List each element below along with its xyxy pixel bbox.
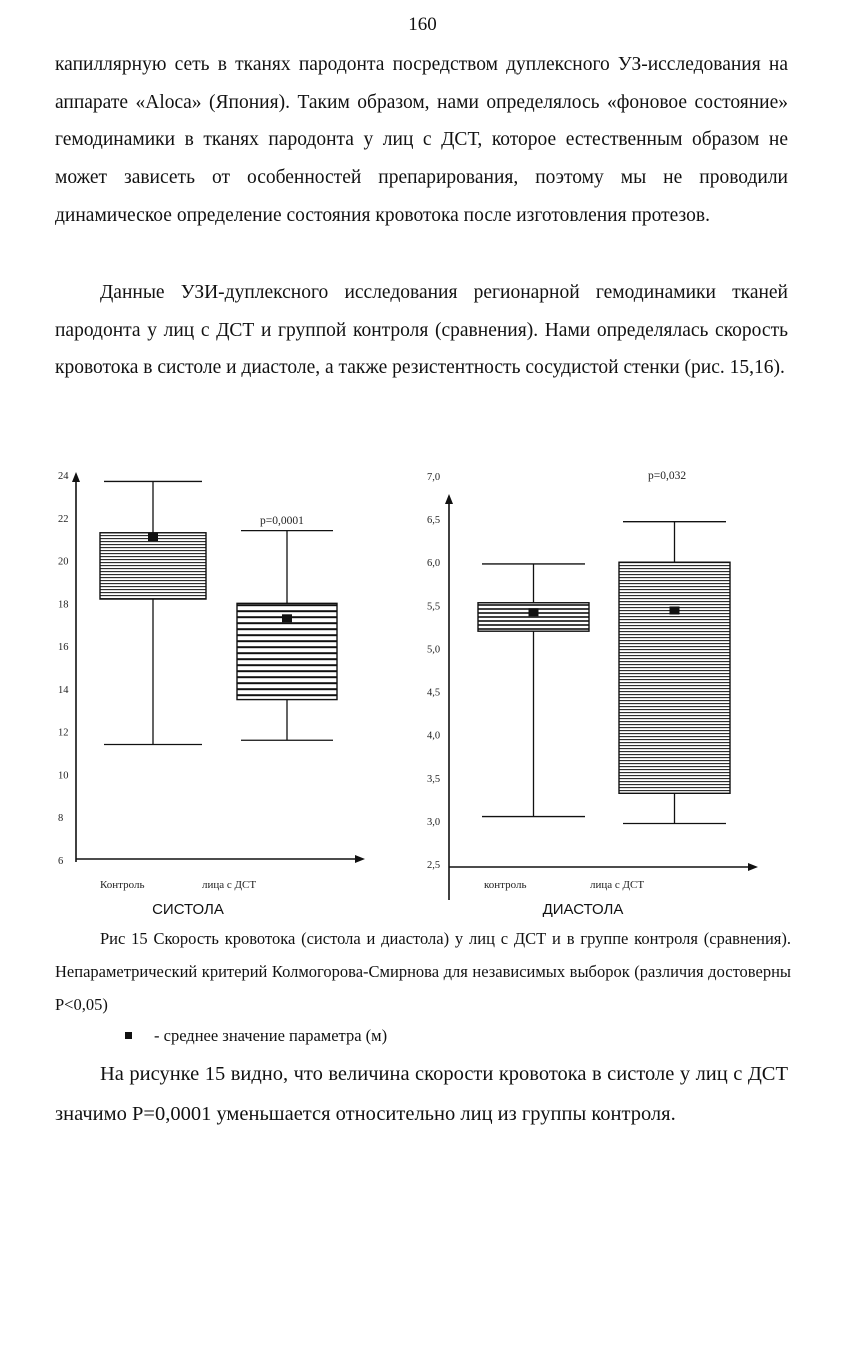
box [478, 603, 589, 631]
mean-marker [670, 607, 680, 615]
chart-title: СИСТОЛА [152, 901, 224, 918]
legend [125, 1022, 387, 1050]
p-value-label: p=0,032 [648, 470, 687, 482]
figure-15 [0, 460, 845, 925]
y-tick-label: 5,0 [427, 644, 441, 656]
box-plot-figure [0, 460, 845, 925]
category-label: контроль [484, 879, 527, 891]
paragraph-intro: капиллярную сеть в тканях пародонта посредством дуплексного УЗ-исследования на аппарате «Aloca» (Япония). Таким образом, нами определялось «фоновое состояние» гемодинамики в тканях пародонта у лиц с ДСТ, которое естественным образом не может зависеть от особенностей препарирования, поэтому мы не проводили динамическое определение состояния кровотока после изготовления протезов. [55, 54, 788, 226]
y-tick-label: 6,0 [427, 558, 441, 570]
figure-caption: Рис 15 Скорость кровотока (систола и диастола) у лиц с ДСТ и в группе контроля (сравнения). Непараметрический критерий Колмогорова-Смирнова для независимых выборок (различия достоверны P<0,05) [55, 929, 791, 1014]
box [619, 562, 730, 793]
category-label: Контроль [100, 879, 145, 891]
y-tick-label: 16 [58, 642, 69, 654]
y-tick-label: 6 [58, 856, 64, 867]
y-axis-arrow-icon [445, 494, 453, 504]
y-axis-arrow-icon [72, 472, 80, 482]
mean-marker [282, 614, 292, 622]
y-tick-label: 5,5 [427, 601, 441, 613]
y-tick-label: 8 [58, 813, 64, 825]
paragraph-methods: Данные УЗИ-дуплексного исследования регионарной гемодинамики тканей пародонта у лиц с ДСТ и группой контроля (сравнения). Нами определялась скорость кровотока в систоле и диастоле, а также резистентность сосудистой стенки (рис. 15,16). [55, 282, 788, 379]
box [100, 533, 206, 599]
p-value-label: p=0,0001 [260, 515, 304, 527]
mean-marker [529, 608, 539, 616]
category-label: лица с ДСТ [590, 879, 645, 891]
mean-marker [148, 533, 158, 541]
x-axis-arrow-icon [355, 855, 365, 863]
y-tick-label: 2,5 [427, 860, 441, 871]
y-tick-label: 20 [58, 556, 69, 568]
legend-label: - среднее значение параметра (м) [154, 1026, 388, 1045]
y-tick-label: 7,0 [427, 472, 441, 483]
y-tick-label: 18 [58, 599, 69, 611]
mean-marker-icon [125, 1032, 132, 1039]
y-tick-label: 12 [58, 727, 69, 739]
y-tick-label: 14 [58, 684, 69, 696]
y-tick-label: 24 [58, 471, 69, 482]
y-tick-label: 3,5 [427, 773, 441, 785]
page-number: 160 [408, 14, 437, 35]
y-tick-label: 3,0 [427, 816, 441, 828]
y-tick-label: 4,5 [427, 687, 441, 699]
paragraph-conclusion: На рисунке 15 видно, что величина скорости кровотока в систоле у лиц с ДСТ значимо P=0,0001 уменьшается относительно лиц из группы контроля. [55, 1063, 788, 1125]
y-tick-label: 4,0 [427, 730, 441, 742]
x-axis-arrow-icon [748, 863, 758, 871]
y-tick-label: 10 [58, 770, 69, 782]
chart-title: ДИАСТОЛА [542, 901, 624, 918]
y-tick-label: 6,5 [427, 515, 441, 527]
y-tick-label: 22 [58, 513, 69, 525]
category-label: лица с ДСТ [202, 879, 257, 891]
